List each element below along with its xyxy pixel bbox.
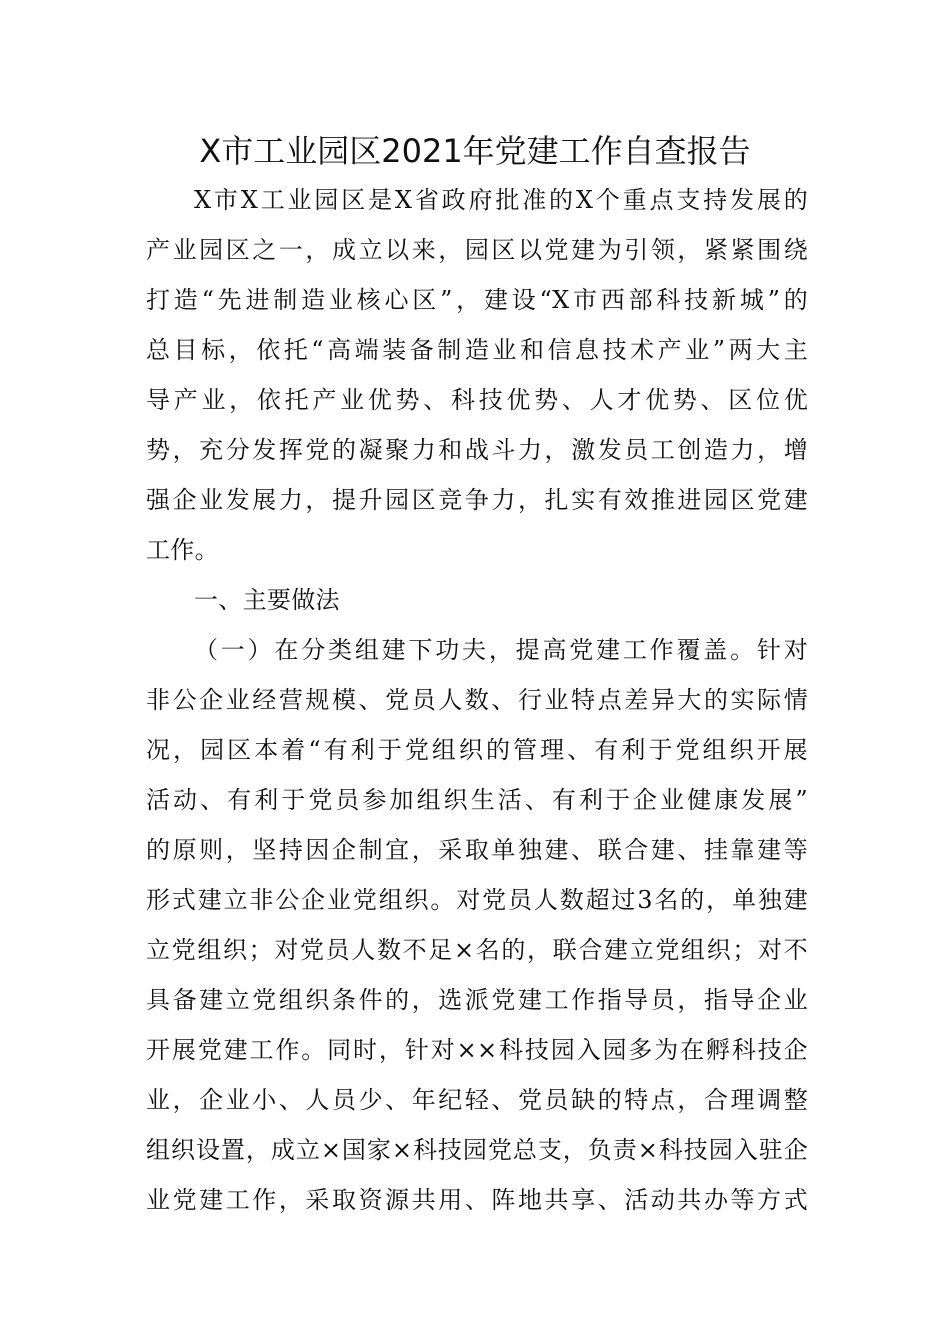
paragraph-intro [146,175,808,575]
paragraph-line: 势，充分发挥党的凝聚力和战斗力，激发员工创造力，增 [146,436,808,464]
document-title: X市工业园区2021年党建工作自查报告 [199,132,751,170]
paragraph-line: 导产业，依托产业优势、科技优势、人才优势、区位优 [146,386,808,414]
paragraph-line: 况，园区本着“有利于党组织的管理、有利于党组织开展 [146,736,808,764]
paragraph-line: 具备建立党组织条件的，选派党建工作指导员，指导企业 [146,986,808,1014]
paragraph-line: 工作。 [146,536,219,564]
paragraph-line: 立党组织；对党员人数不足×名的，联合建立党组织；对不 [146,936,808,964]
paragraph-line: 产业园区之一，成立以来，园区以党建为引领，紧紧围绕 [146,236,808,264]
paragraph-line: 活动、有利于党员参加组织生活、有利于企业健康发展” [146,786,808,814]
paragraph-line: 打造“先进制造业核心区”，建设“X市西部科技新城”的 [146,286,808,314]
paragraph-line: 形式建立非公企业党组织。对党员人数超过3名的，单独建 [146,886,808,914]
paragraph-line: 非公企业经营规模、党员人数、行业特点差异大的实际情 [146,686,808,714]
paragraph-line: （一）在分类组建下功夫，提高党建工作覆盖。针对 [194,636,808,664]
paragraph-line: 组织设置，成立×国家×科技园党总支，负责×科技园入驻企 [146,1136,808,1164]
paragraph-line: X市X工业园区是X省政府批准的X个重点支持发展的 [194,186,808,214]
document-body [146,175,808,1225]
paragraph-line: 总目标，依托“高端装备制造业和信息技术产业”两大主 [146,336,808,364]
paragraph-line: 业，企业小、人员少、年纪轻、党员缺的特点，合理调整 [146,1086,808,1114]
paragraph-line: 开展党建工作。同时，针对××科技园入园多为在孵科技企 [146,1036,808,1064]
section-heading: 一、主要做法 [194,586,340,614]
paragraph-line: 的原则，坚持因企制宜，采取单独建、联合建、挂靠建等 [146,836,808,864]
paragraph-line: 业党建工作，采取资源共用、阵地共享、活动共办等方式 [146,1186,808,1214]
paragraph-line: 强企业发展力，提升园区竞争力，扎实有效推进园区党建 [146,486,808,514]
paragraph-practice-1 [146,625,808,1225]
